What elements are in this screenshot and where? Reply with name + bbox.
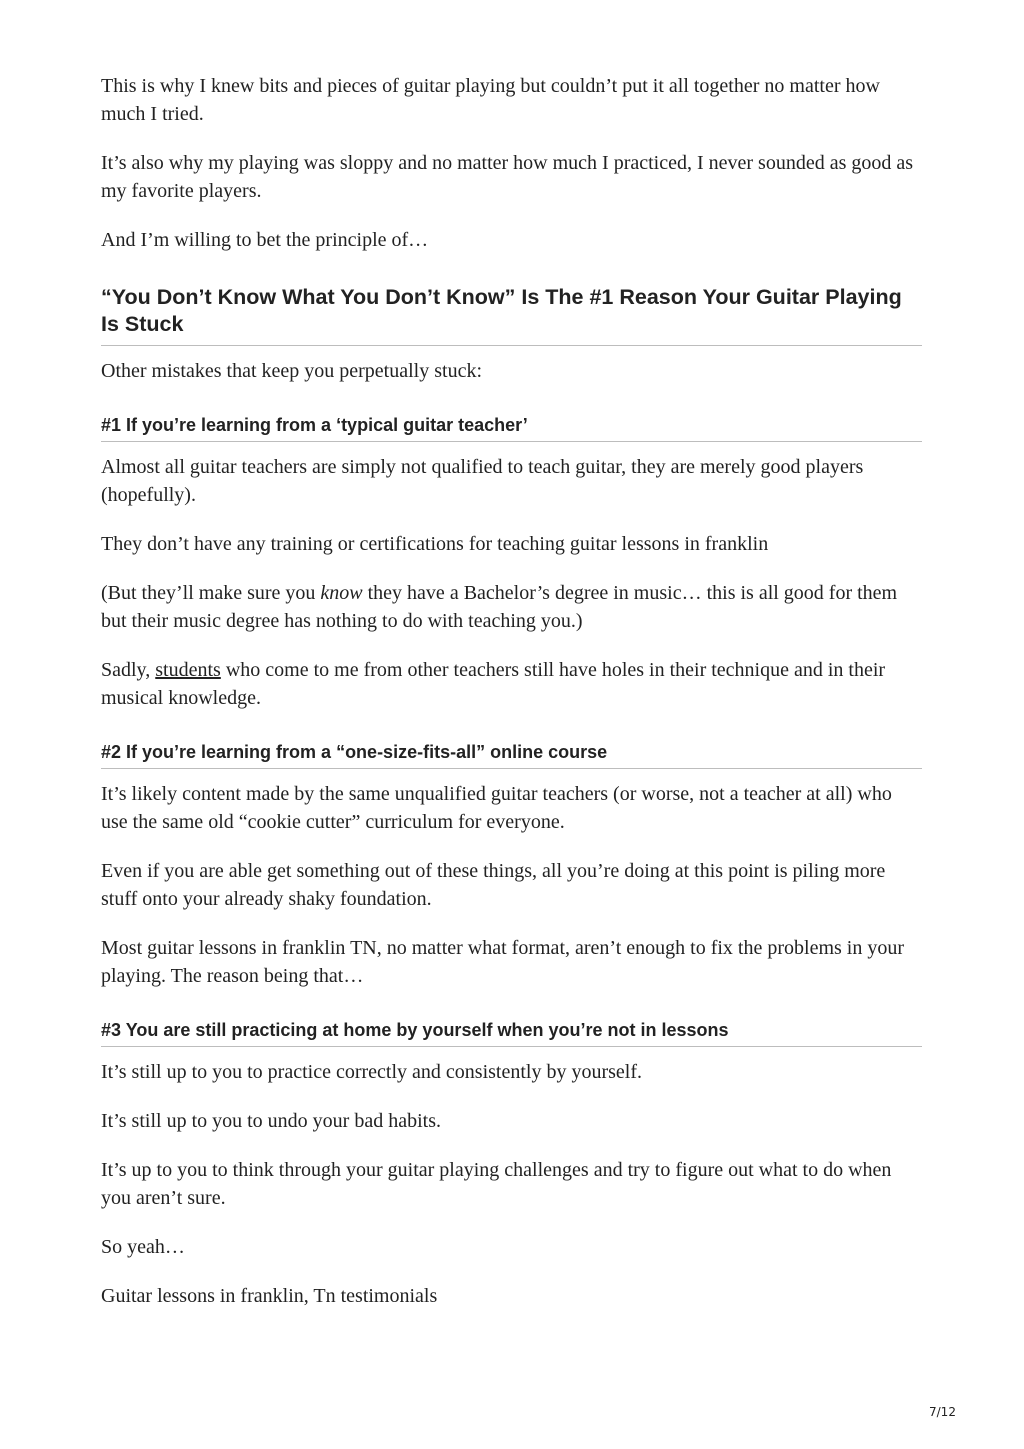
mistake-1-p4-text-before: Sadly,: [101, 659, 156, 681]
mistake-3-paragraph-3: It’s up to you to think through your guitar playing challenges and try to figure out what to do when you aren’t sure.: [101, 1159, 892, 1209]
mistake-3-paragraph-5: Guitar lessons in franklin, Tn testimonials: [101, 1285, 438, 1307]
intro-paragraph-1: This is why I knew bits and pieces of guitar playing but couldn’t put it all together no matter how much I tried.: [101, 75, 880, 125]
mistake-1-heading: #1 If you’re learning from a ‘typical guitar teacher’: [101, 413, 922, 442]
mistake-1-p3-text-before: (But they’ll make sure you: [101, 582, 321, 604]
intro-paragraph-2: It’s also why my playing was sloppy and no matter how much I practiced, I never sounded as good as my favorite players.: [101, 152, 914, 202]
mistake-1-p3-emphasis: know: [320, 582, 363, 604]
mistake-2-paragraph-2: Even if you are able get something out of these things, all you’re doing at this point is piling more stuff onto your already shaky foundation.: [101, 860, 886, 910]
students-link[interactable]: students: [155, 659, 221, 681]
section-intro-paragraph: Other mistakes that keep you perpetually stuck:: [101, 360, 483, 382]
mistake-1-paragraph-3: [101, 579, 922, 635]
mistake-1-paragraph-1: Almost all guitar teachers are simply not qualified to teach guitar, they are merely good players (hopefully).: [101, 456, 864, 506]
mistake-2-heading: #2 If you’re learning from a “one-size-fits-all” online course: [101, 740, 922, 769]
section-heading: “You Don’t Know What You Don’t Know” Is The #1 Reason Your Guitar Playing Is Stuck: [101, 284, 922, 346]
mistake-1-paragraph-4: [101, 656, 922, 712]
mistake-3-paragraph-2: It’s still up to you to undo your bad habits.: [101, 1110, 441, 1132]
mistake-3-paragraph-4: So yeah…: [101, 1236, 185, 1258]
mistake-2-paragraph-3: Most guitar lessons in franklin TN, no matter what format, aren’t enough to fix the problems in your playing. The reason being that…: [101, 937, 904, 987]
mistake-3-paragraph-1: It’s still up to you to practice correctly and consistently by yourself.: [101, 1061, 642, 1083]
mistake-1-p4-text-after: who come to me from other teachers still have holes in their technique and in their musical knowledge.: [101, 659, 886, 709]
mistake-2-paragraph-1: It’s likely content made by the same unqualified guitar teachers (or worse, not a teacher at all) who use the same old “cookie cutter” curriculum for everyone.: [101, 783, 892, 833]
mistake-3-heading: #3 You are still practicing at home by yourself when you’re not in lessons: [101, 1018, 922, 1047]
mistake-1-paragraph-2: They don’t have any training or certifications for teaching guitar lessons in franklin: [101, 533, 769, 555]
intro-paragraph-3: And I’m willing to bet the principle of…: [101, 229, 429, 251]
mistake-1-p3-text-after: they have a Bachelor’s degree in music… this is all good for them but their music degree has nothing to do with teaching you.): [101, 582, 898, 632]
page-number: 7/12: [929, 1405, 956, 1419]
document-page: [101, 72, 922, 1331]
